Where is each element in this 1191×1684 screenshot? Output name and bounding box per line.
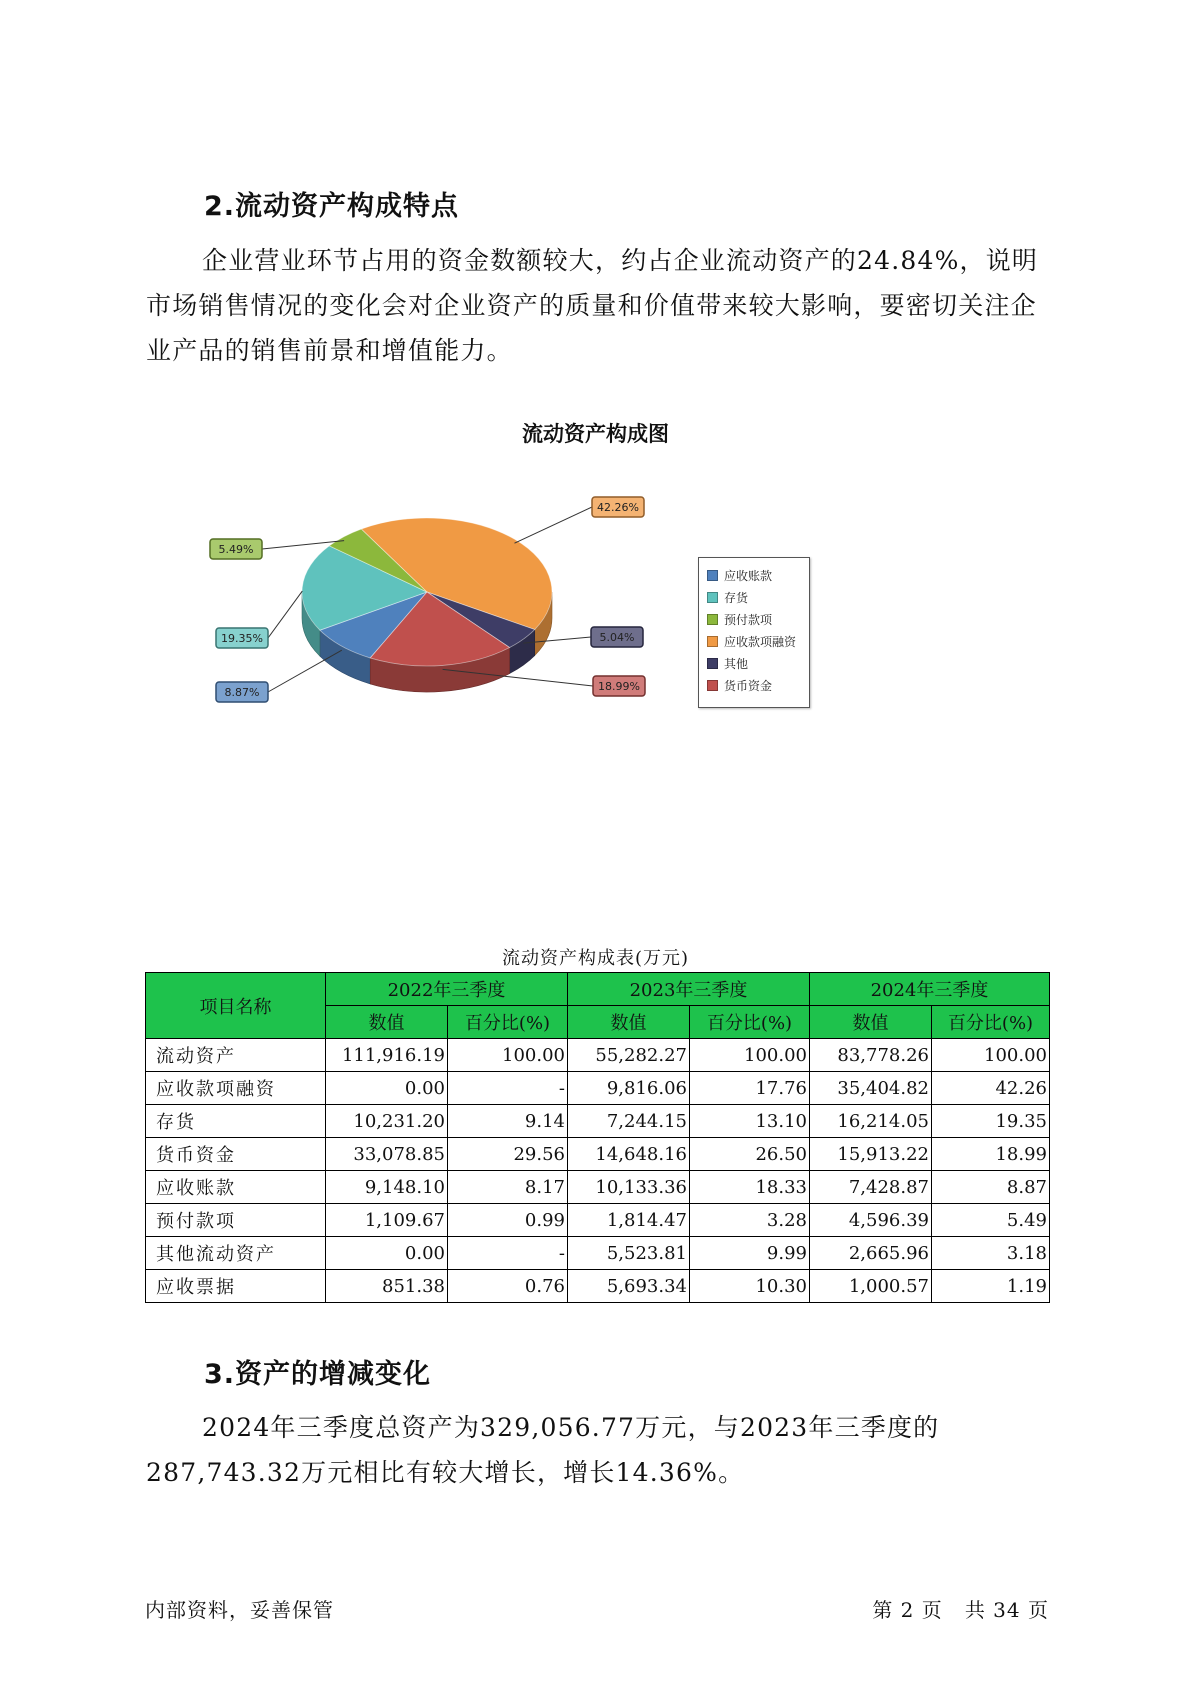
row-name: 应收账款 <box>146 1171 326 1204</box>
legend-label: 预付款项 <box>724 612 773 627</box>
callout-line <box>268 591 302 638</box>
cell-pct: 17.76 <box>690 1072 810 1105</box>
data-label: 19.35% <box>221 632 263 645</box>
cell-pct: 29.56 <box>448 1138 568 1171</box>
cell-value: 55,282.27 <box>568 1039 690 1072</box>
section2-paragraph-text: 企业营业环节占用的资金数额较大，约占企业流动资产的24.84%，说明市场销售情况的变化会对企业资产的质量和价值带来较大影响，要密切关注企业产品的销售前景和增值能力。 <box>146 246 1039 365</box>
table-row <box>146 1138 1050 1171</box>
callout-line <box>268 650 342 692</box>
table-row <box>146 1171 1050 1204</box>
header-item-name: 项目名称 <box>146 973 326 1039</box>
cell-pct: 26.50 <box>690 1138 810 1171</box>
header-period-2024: 2024年三季度 <box>810 973 1050 1006</box>
row-name: 应收票据 <box>146 1270 326 1303</box>
table-row <box>146 1072 1050 1105</box>
legend-item <box>707 653 748 673</box>
legend-item <box>707 587 748 607</box>
chart-title: 流动资产构成图 <box>522 422 669 446</box>
cell-pct: 10.30 <box>690 1270 810 1303</box>
data-label: 42.26% <box>597 501 639 514</box>
cell-pct: 8.17 <box>448 1171 568 1204</box>
cell-pct: 9.99 <box>690 1237 810 1270</box>
cell-value: 7,244.15 <box>568 1105 690 1138</box>
cell-pct: 42.26 <box>932 1072 1050 1105</box>
cell-pct: 8.87 <box>932 1171 1050 1204</box>
cell-pct: 100.00 <box>448 1039 568 1072</box>
cell-pct: 3.28 <box>690 1204 810 1237</box>
cell-value: 7,428.87 <box>810 1171 932 1204</box>
legend-label: 存货 <box>724 590 749 605</box>
cell-value: 33,078.85 <box>326 1138 448 1171</box>
cell-pct: 19.35 <box>932 1105 1050 1138</box>
legend-label: 货币资金 <box>724 678 773 693</box>
table-row <box>146 1039 1050 1072</box>
cell-value: 851.38 <box>326 1270 448 1303</box>
header-pct: 百分比(%) <box>690 1006 810 1039</box>
cell-pct: 1.19 <box>932 1270 1050 1303</box>
row-name: 预付款项 <box>146 1204 326 1237</box>
cell-value: 83,778.26 <box>810 1039 932 1072</box>
chart-legend <box>698 557 810 708</box>
row-name: 应收款项融资 <box>146 1072 326 1105</box>
cell-value: 1,109.67 <box>326 1204 448 1237</box>
cell-pct: - <box>448 1072 568 1105</box>
callout-line <box>515 507 593 543</box>
legend-label: 其他 <box>724 656 749 671</box>
data-label: 18.99% <box>598 680 640 693</box>
cell-value: 1,000.57 <box>810 1270 932 1303</box>
cell-value: 9,148.10 <box>326 1171 448 1204</box>
section3-paragraph-text: 2024年三季度总资产为329,056.77万元，与2023年三季度的287,743.32万元相比有较大增长，增长14.36%。 <box>146 1413 940 1487</box>
footer-page: 第 2 页 共 34 页 <box>872 1598 1049 1622</box>
legend-swatch <box>707 680 718 691</box>
legend-label: 应收款项融资 <box>724 634 797 649</box>
cell-value: 1,814.47 <box>568 1204 690 1237</box>
cell-value: 5,523.81 <box>568 1237 690 1270</box>
data-label: 5.04% <box>599 631 635 644</box>
row-name: 其他流动资产 <box>146 1237 326 1270</box>
cell-pct: 0.76 <box>448 1270 568 1303</box>
cell-pct: 18.33 <box>690 1171 810 1204</box>
cell-value: 14,648.16 <box>568 1138 690 1171</box>
cell-pct: - <box>448 1237 568 1270</box>
table-row <box>146 1270 1050 1303</box>
cell-pct: 0.99 <box>448 1204 568 1237</box>
data-label: 8.87% <box>224 686 260 699</box>
header-pct: 百分比(%) <box>448 1006 568 1039</box>
header-value: 数值 <box>326 1006 448 1039</box>
table-caption: 流动资产构成表(万元) <box>501 948 690 969</box>
cell-pct: 18.99 <box>932 1138 1050 1171</box>
cell-pct: 13.10 <box>690 1105 810 1138</box>
cell-value: 16,214.05 <box>810 1105 932 1138</box>
cell-value: 9,816.06 <box>568 1072 690 1105</box>
header-period-2022: 2022年三季度 <box>326 973 568 1006</box>
cell-pct: 3.18 <box>932 1237 1050 1270</box>
cell-value: 10,231.20 <box>326 1105 448 1138</box>
cell-value: 5,693.34 <box>568 1270 690 1303</box>
cell-value: 0.00 <box>326 1237 448 1270</box>
legend-item <box>707 675 772 695</box>
table-row <box>146 1237 1050 1270</box>
legend-swatch <box>707 636 718 647</box>
legend-item <box>707 631 796 651</box>
cell-value: 0.00 <box>326 1072 448 1105</box>
legend-swatch <box>707 614 718 625</box>
cell-pct: 100.00 <box>932 1039 1050 1072</box>
section2-heading: 2.流动资产构成特点 <box>204 191 460 222</box>
header-value: 数值 <box>810 1006 932 1039</box>
cell-pct: 9.14 <box>448 1105 568 1138</box>
header-value: 数值 <box>568 1006 690 1039</box>
section3-heading: 3.资产的增减变化 <box>204 1359 432 1390</box>
header-pct: 百分比(%) <box>932 1006 1050 1039</box>
cell-value: 15,913.22 <box>810 1138 932 1171</box>
cell-value: 2,665.96 <box>810 1237 932 1270</box>
cell-value: 111,916.19 <box>326 1039 448 1072</box>
legend-swatch <box>707 570 718 581</box>
footer-left: 内部资料，妥善保管 <box>145 1598 334 1622</box>
cell-value: 4,596.39 <box>810 1204 932 1237</box>
table-row <box>146 1204 1050 1237</box>
cell-pct: 5.49 <box>932 1204 1050 1237</box>
header-period-2023: 2023年三季度 <box>568 973 810 1006</box>
row-name: 存货 <box>146 1105 326 1138</box>
legend-item <box>707 609 772 629</box>
data-label: 5.49% <box>218 543 254 556</box>
legend-swatch <box>707 658 718 669</box>
table-row <box>146 1105 1050 1138</box>
pie-chart <box>0 0 1191 760</box>
cell-value: 35,404.82 <box>810 1072 932 1105</box>
cell-value: 10,133.36 <box>568 1171 690 1204</box>
legend-swatch <box>707 592 718 603</box>
row-name: 流动资产 <box>146 1039 326 1072</box>
current-assets-table <box>145 972 1050 1303</box>
cell-pct: 100.00 <box>690 1039 810 1072</box>
legend-label: 应收账款 <box>724 568 773 583</box>
section3-paragraph <box>146 1405 1051 1495</box>
row-name: 货币资金 <box>146 1138 326 1171</box>
legend-item <box>707 565 772 585</box>
